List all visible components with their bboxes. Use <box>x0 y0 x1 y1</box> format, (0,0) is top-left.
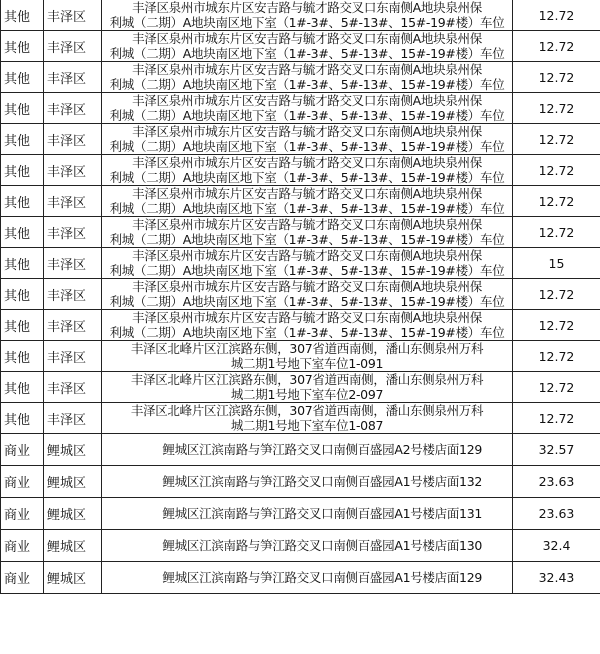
location-line-2: 利城（二期）A地块南区地下室（1#-3#、5#-13#、15#-19#楼）车位 <box>109 46 505 61</box>
property-type-cell: 其他 <box>1 124 44 155</box>
table-row <box>1 341 600 372</box>
location-line-2: 利城（二期）A地块南区地下室（1#-3#、5#-13#、15#-19#楼）车位 <box>109 325 505 340</box>
property-type-cell: 其他 <box>1 310 44 341</box>
area-cell: 23.63 <box>513 498 600 530</box>
table-row <box>1 279 600 310</box>
location-line-1: 丰泽区北峰片区江滨路东侧，307省道西南侧，潘山东侧泉州万科 <box>130 372 484 387</box>
table-row <box>1 403 600 434</box>
table-row <box>1 31 600 62</box>
table-row <box>1 186 600 217</box>
table-row <box>1 530 600 562</box>
property-type-cell: 其他 <box>1 62 44 93</box>
table-row <box>1 310 600 341</box>
district-cell: 丰泽区 <box>44 310 102 341</box>
area-cell: 12.72 <box>513 310 600 341</box>
location-line-1: 丰泽区北峰片区江滨路东侧，307省道西南侧，潘山东侧泉州万科 <box>130 341 484 356</box>
location-line-1: 鲤城区江滨南路与笋江路交叉口南侧百盛园A1号楼店面130 <box>162 538 482 553</box>
location-line-1: 鲤城区江滨南路与笋江路交叉口南侧百盛园A1号楼店面131 <box>162 506 482 521</box>
location-line-2: 利城（二期）A地块南区地下室（1#-3#、5#-13#、15#-19#楼）车位 <box>109 294 505 309</box>
district-cell: 丰泽区 <box>44 0 102 31</box>
location-line-1: 鲤城区江滨南路与笋江路交叉口南侧百盛园A1号楼店面129 <box>162 570 482 585</box>
location-line-2: 城二期1号地下室车位2-097 <box>230 387 384 402</box>
property-type-cell: 其他 <box>1 31 44 62</box>
property-type-cell: 其他 <box>1 93 44 124</box>
location-line-1: 丰泽区泉州市城东片区安吉路与毓才路交叉口东南侧A地块泉州保 <box>132 62 482 77</box>
location-cell <box>102 186 513 217</box>
table-row <box>1 217 600 248</box>
location-cell <box>102 466 513 498</box>
location-line-1: 丰泽区泉州市城东片区安吉路与毓才路交叉口东南侧A地块泉州保 <box>132 310 482 325</box>
location-cell <box>102 530 513 562</box>
location-line-1: 丰泽区泉州市城东片区安吉路与毓才路交叉口东南侧A地块泉州保 <box>132 0 482 15</box>
table-row <box>1 248 600 279</box>
location-cell <box>102 403 513 434</box>
area-cell: 12.72 <box>513 124 600 155</box>
area-cell: 12.72 <box>513 62 600 93</box>
district-cell: 丰泽区 <box>44 155 102 186</box>
area-cell: 12.72 <box>513 0 600 31</box>
location-line-2: 利城（二期）A地块南区地下室（1#-3#、5#-13#、15#-19#楼）车位 <box>109 170 505 185</box>
district-cell: 丰泽区 <box>44 248 102 279</box>
property-type-cell: 其他 <box>1 279 44 310</box>
area-cell: 12.72 <box>513 341 600 372</box>
location-line-2: 利城（二期）A地块南区地下室（1#-3#、5#-13#、15#-19#楼）车位 <box>109 77 505 92</box>
property-type-cell: 其他 <box>1 186 44 217</box>
property-type-cell: 商业 <box>1 466 44 498</box>
property-type-cell: 其他 <box>1 155 44 186</box>
district-cell: 丰泽区 <box>44 341 102 372</box>
location-line-2: 利城（二期）A地块南区地下室（1#-3#、5#-13#、15#-19#楼）车位 <box>109 15 505 30</box>
area-cell: 12.72 <box>513 372 600 403</box>
area-cell: 12.72 <box>513 155 600 186</box>
district-cell: 丰泽区 <box>44 279 102 310</box>
property-type-cell: 其他 <box>1 372 44 403</box>
district-cell: 丰泽区 <box>44 62 102 93</box>
area-cell: 12.72 <box>513 93 600 124</box>
location-line-1: 丰泽区北峰片区江滨路东侧，307省道西南侧，潘山东侧泉州万科 <box>130 403 484 418</box>
property-type-cell: 其他 <box>1 0 44 31</box>
property-type-cell: 商业 <box>1 434 44 466</box>
location-line-1: 丰泽区泉州市城东片区安吉路与毓才路交叉口东南侧A地块泉州保 <box>132 217 482 232</box>
location-cell <box>102 434 513 466</box>
location-cell <box>102 31 513 62</box>
location-cell <box>102 0 513 31</box>
area-cell: 12.72 <box>513 217 600 248</box>
location-cell <box>102 372 513 403</box>
location-line-1: 丰泽区泉州市城东片区安吉路与毓才路交叉口东南侧A地块泉州保 <box>132 186 482 201</box>
district-cell: 丰泽区 <box>44 31 102 62</box>
location-line-1: 丰泽区泉州市城东片区安吉路与毓才路交叉口东南侧A地块泉州保 <box>132 155 482 170</box>
table-row <box>1 466 600 498</box>
area-cell: 32.4 <box>513 530 600 562</box>
table-row <box>1 372 600 403</box>
location-line-2: 利城（二期）A地块南区地下室（1#-3#、5#-13#、15#-19#楼）车位 <box>109 108 505 123</box>
area-cell: 23.63 <box>513 466 600 498</box>
table-row <box>1 498 600 530</box>
table-row <box>1 62 600 93</box>
district-cell: 丰泽区 <box>44 403 102 434</box>
location-cell <box>102 498 513 530</box>
table-row <box>1 434 600 466</box>
location-line-1: 丰泽区泉州市城东片区安吉路与毓才路交叉口东南侧A地块泉州保 <box>132 279 482 294</box>
location-line-1: 丰泽区泉州市城东片区安吉路与毓才路交叉口东南侧A地块泉州保 <box>132 248 482 263</box>
district-cell: 丰泽区 <box>44 217 102 248</box>
location-cell <box>102 341 513 372</box>
location-cell <box>102 279 513 310</box>
property-type-cell: 商业 <box>1 498 44 530</box>
table-body <box>1 0 600 594</box>
location-cell <box>102 124 513 155</box>
district-cell: 鲤城区 <box>44 530 102 562</box>
table-row <box>1 562 600 594</box>
property-type-cell: 其他 <box>1 248 44 279</box>
location-cell <box>102 93 513 124</box>
district-cell: 鲤城区 <box>44 434 102 466</box>
location-line-1: 鲤城区江滨南路与笋江路交叉口南侧百盛园A1号楼店面132 <box>162 474 482 489</box>
table-row <box>1 93 600 124</box>
location-line-1: 鲤城区江滨南路与笋江路交叉口南侧百盛园A2号楼店面129 <box>162 442 482 457</box>
property-type-cell: 商业 <box>1 562 44 594</box>
area-cell: 12.72 <box>513 403 600 434</box>
area-cell: 12.72 <box>513 186 600 217</box>
area-cell: 15 <box>513 248 600 279</box>
location-cell <box>102 155 513 186</box>
location-cell <box>102 310 513 341</box>
location-line-2: 利城（二期）A地块南区地下室（1#-3#、5#-13#、15#-19#楼）车位 <box>109 139 505 154</box>
area-cell: 32.43 <box>513 562 600 594</box>
property-type-cell: 其他 <box>1 217 44 248</box>
table-row <box>1 124 600 155</box>
location-cell <box>102 62 513 93</box>
location-line-2: 利城（二期）A地块南区地下室（1#-3#、5#-13#、15#-19#楼）车位 <box>109 232 505 247</box>
property-type-cell: 其他 <box>1 341 44 372</box>
location-cell <box>102 248 513 279</box>
table-row <box>1 0 600 31</box>
location-line-2: 城二期1号地下室车位1-091 <box>230 356 384 371</box>
location-line-2: 城二期1号地下室车位1-087 <box>230 418 384 433</box>
location-line-1: 丰泽区泉州市城东片区安吉路与毓才路交叉口东南侧A地块泉州保 <box>132 124 482 139</box>
location-line-2: 利城（二期）A地块南区地下室（1#-3#、5#-13#、15#-19#楼）车位 <box>109 201 505 216</box>
district-cell: 丰泽区 <box>44 124 102 155</box>
location-line-1: 丰泽区泉州市城东片区安吉路与毓才路交叉口东南侧A地块泉州保 <box>132 93 482 108</box>
location-cell <box>102 217 513 248</box>
district-cell: 丰泽区 <box>44 372 102 403</box>
location-line-1: 丰泽区泉州市城东片区安吉路与毓才路交叉口东南侧A地块泉州保 <box>132 31 482 46</box>
district-cell: 丰泽区 <box>44 186 102 217</box>
location-line-2: 利城（二期）A地块南区地下室（1#-3#、5#-13#、15#-19#楼）车位 <box>109 263 505 278</box>
district-cell: 鲤城区 <box>44 498 102 530</box>
district-cell: 鲤城区 <box>44 562 102 594</box>
table-row <box>1 155 600 186</box>
property-type-cell: 其他 <box>1 403 44 434</box>
area-cell: 12.72 <box>513 279 600 310</box>
property-type-cell: 商业 <box>1 530 44 562</box>
location-cell <box>102 562 513 594</box>
area-cell: 32.57 <box>513 434 600 466</box>
district-cell: 丰泽区 <box>44 93 102 124</box>
district-cell: 鲤城区 <box>44 466 102 498</box>
area-cell: 12.72 <box>513 31 600 62</box>
